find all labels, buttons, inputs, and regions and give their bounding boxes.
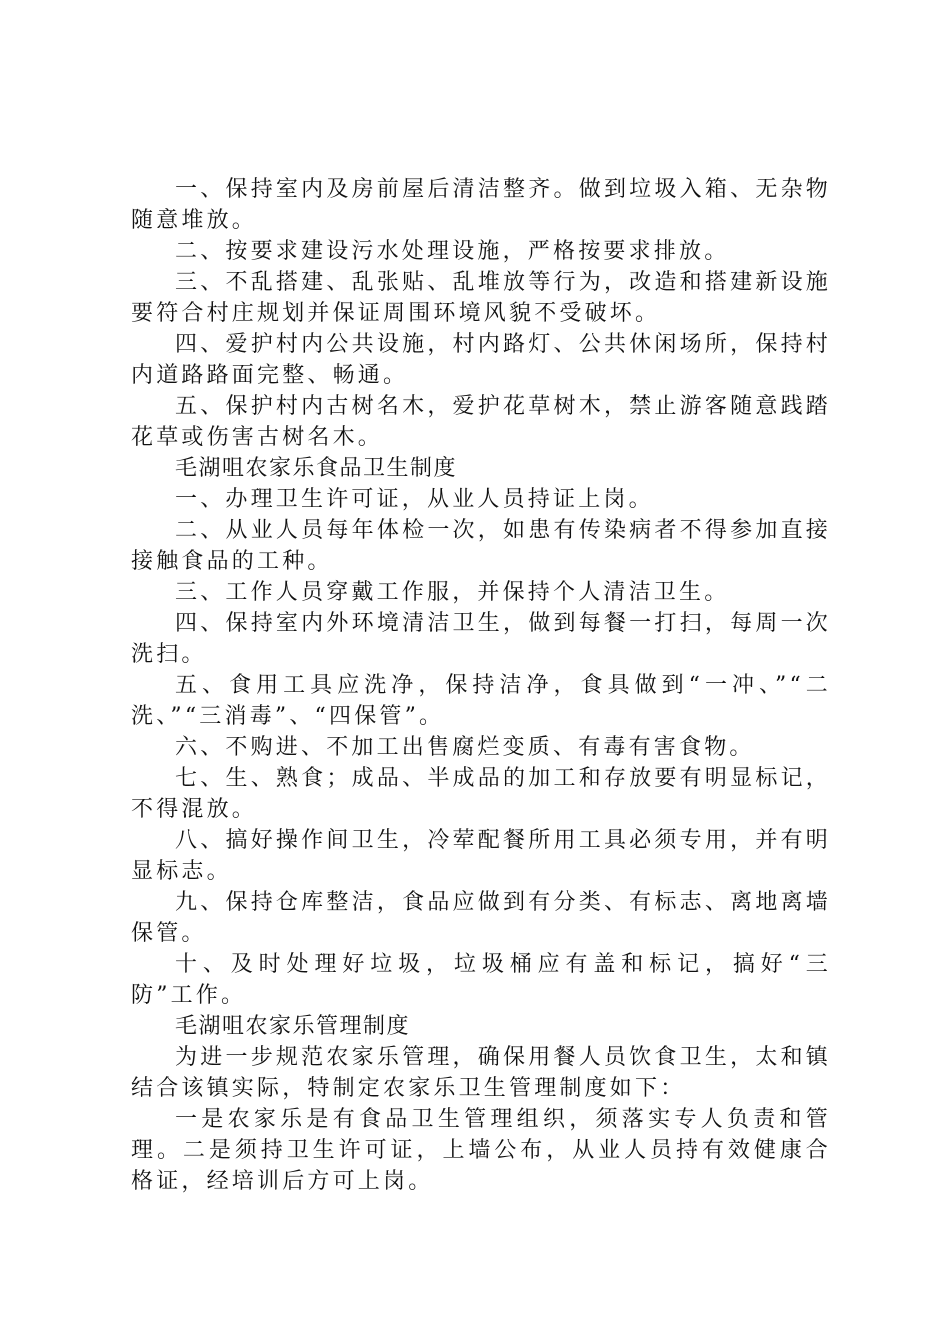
- paragraph-env-5: 五、保护村内古树名木，爱护花草树木，禁止游客随意践踏花草或伤害古树名木。: [131, 394, 831, 450]
- paragraph-food-5: 五、食用工具应洗净，保持洁净，食具做到“一冲、”“二洗、”“三消毒”、“四保管”。: [131, 673, 831, 729]
- paragraph-env-2: 二、按要求建设污水处理设施，严格按要求排放。: [175, 239, 730, 264]
- paragraph-mgmt-intro: 为进一步规范农家乐管理，确保用餐人员饮食卫生，太和镇结合该镇实际，特制定农家乐卫生管理制度如下：: [131, 1045, 831, 1101]
- paragraph-food-7: 七、生、熟食；成品、半成品的加工和存放要有明显标记，不得混放。: [131, 766, 831, 822]
- paragraph-food-3: 三、工作人员穿戴工作服，并保持个人清洁卫生。: [175, 580, 730, 605]
- paragraph-food-6: 六、不购进、不加工出售腐烂变质、有毒有害食物。: [175, 735, 755, 760]
- document-body: [131, 174, 831, 1197]
- paragraph-food-10: 十、及时处理好垃圾，垃圾桶应有盖和标记，搞好“三防”工作。: [131, 952, 831, 1008]
- paragraph-food-9: 九、保持仓库整洁，食品应做到有分类、有标志、离地离墙保管。: [131, 890, 831, 946]
- paragraph-food-2: 二、从业人员每年体检一次，如患有传染病者不得参加直接接触食品的工种。: [131, 518, 831, 574]
- paragraph-mgmt-1: 一是农家乐是有食品卫生管理组织，须落实专人负责和管理。二是须持卫生许可证，上墙公布，从业人员持有效健康合格证，经培训后方可上岗。: [131, 1107, 831, 1194]
- paragraph-food-1: 一、办理卫生许可证，从业人员持证上岗。: [175, 487, 654, 512]
- paragraph-env-1: 一、保持室内及房前屋后清洁整齐。做到垃圾入箱、无杂物随意堆放。: [131, 177, 831, 233]
- paragraph-env-3: 三、不乱搭建、乱张贴、乱堆放等行为，改造和搭建新设施要符合村庄规划并保证周围环境风貌不受破坏。: [131, 270, 831, 326]
- paragraph-food-8: 八、搞好操作间卫生，冷荤配餐所用工具必须专用，并有明显标志。: [131, 828, 831, 884]
- section-title-food-hygiene: 毛湖咀农家乐食品卫生制度: [175, 456, 458, 481]
- paragraph-food-4: 四、保持室内外环境清洁卫生，做到每餐一打扫，每周一次洗扫。: [131, 611, 831, 667]
- section-title-management: 毛湖咀农家乐管理制度: [175, 1014, 411, 1039]
- paragraph-env-4: 四、爱护村内公共设施，村内路灯、公共休闲场所，保持村内道路路面完整、畅通。: [131, 332, 831, 388]
